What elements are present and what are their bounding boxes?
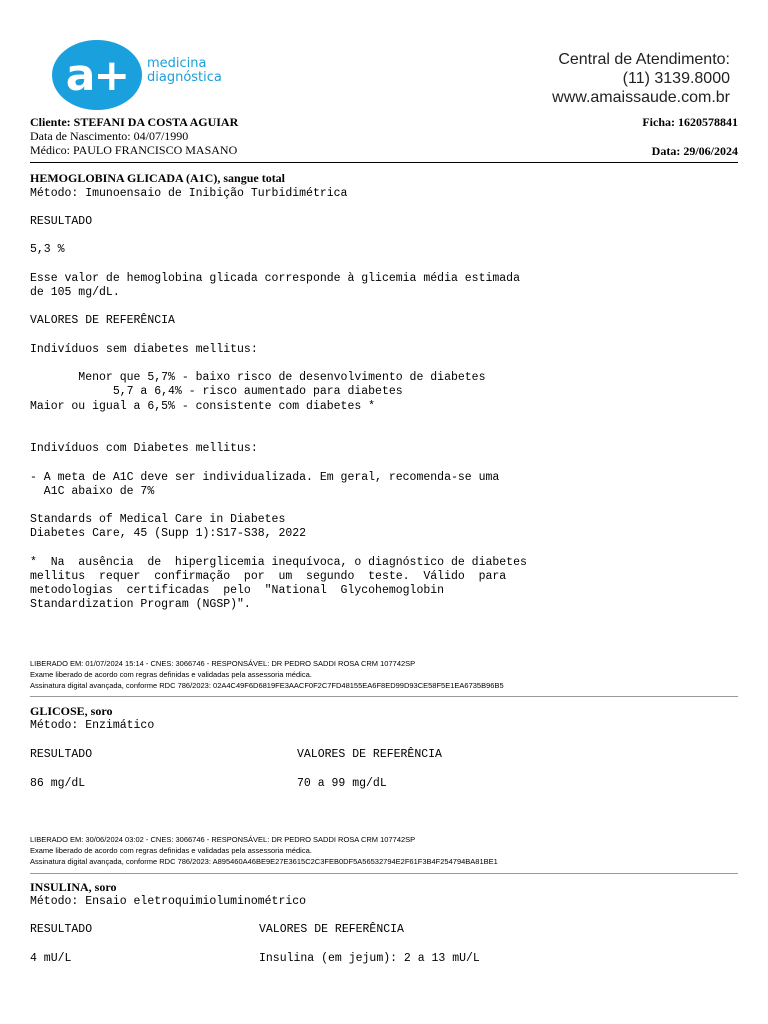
exam2-method: Método: Enzimático [30, 719, 155, 732]
brand-name-line2: diagnóstica [147, 70, 222, 85]
divider [30, 162, 738, 163]
doctor-label: Médico: [30, 143, 70, 157]
contact-phone: (11) 3139.8000 [622, 70, 730, 87]
exam2-validation-note: Exame liberado de acordo com regras definidas e validadas pela assessoria médica. [30, 846, 312, 855]
exam1-body: RESULTADO 5,3 % Esse valor de hemoglobina glicada corresponde à glicemia média estimada de 105 mg/dL. VALORES DE REFERÊNCIA Indivíduos sem diabetes mellitus: Menor que 5,7% - baixo risco de desenvolvimento de diabetes 5,7 a 6,4% - risco aumentado para diabetes Maior ou igual a 6,5% - consistente com diabetes * Indivíduos com Diabetes mellitus: - A meta de A1C deve ser individualizada. Em geral, recomenda-se uma A1C abaixo de 7% Standards of Medical Care in Diabetes Diabetes Care, 45 (Supp 1):S17-S38, 2022 * Na ausência de hiperglicemia inequívoca, o diagnóstico de diabetes mellitus requer confirmação por um segundo teste. Válido para metodologias certificadas pelo "National Glycohemoglobin Standardization Program (NGSP)". [30, 215, 527, 612]
exam2-result-label: RESULTADO [30, 748, 93, 761]
report-date: Data: 29/06/2024 [651, 144, 738, 158]
brand-name-line1: medicina [147, 56, 207, 71]
exam2-signature: Assinatura digital avançada, conforme RDC 786/2023: A895460A46BE9E27E3615C2C3FEB0DF5A56532794E2F61F3B4F254794BA81BE1 [30, 857, 498, 866]
exam3-result-label: RESULTADO [30, 923, 93, 936]
ficha-number: Ficha: 1620578841 [642, 115, 738, 129]
contact-title: Central de Atendimento: [558, 51, 730, 68]
contact-website[interactable]: www.amaissaude.com.br [552, 89, 730, 106]
doctor-line [30, 143, 237, 157]
exam1-release-info: LIBERADO EM: 01/07/2024 15:14 - CNES: 3066746 - RESPONSÁVEL: DR PEDRO SADDI ROSA CRM 107742SP [30, 659, 416, 668]
exam2-ref-label: VALORES DE REFERÊNCIA [297, 748, 442, 761]
contact-block [552, 50, 730, 107]
exam2-title: GLICOSE, soro [30, 704, 113, 718]
exam2-release-info: LIBERADO EM: 30/06/2024 03:02 - CNES: 3066746 - RESPONSÁVEL: DR PEDRO SADDI ROSA CRM 107742SP [30, 835, 416, 844]
exam1-signature: Assinatura digital avançada, conforme RDC 786/2023: 02A4C49F6D6819FE3AACF0F2C7FD48155EA6F8ED99D93CE58F5E1EA6735B96B5 [30, 681, 504, 690]
client-label: Cliente: [30, 115, 71, 129]
birth-date: Data de Nascimento: 04/07/1990 [30, 129, 189, 143]
logo-icon: a+ [65, 49, 129, 101]
exam3-result-value: 4 mU/L [30, 952, 72, 965]
exam3-title: INSULINA, soro [30, 880, 117, 894]
exam1-method: Método: Imunoensaio de Inibição Turbidimétrica [30, 187, 348, 200]
exam2-result-value: 86 mg/dL [30, 777, 86, 790]
divider [30, 873, 738, 874]
exam1-validation-note: Exame liberado de acordo com regras definidas e validadas pela assessoria médica. [30, 670, 312, 679]
exam2-ref-value: 70 a 99 mg/dL [297, 777, 387, 790]
brand-name [147, 57, 222, 85]
exam3-ref-value: Insulina (em jejum): 2 a 13 mU/L [259, 952, 480, 965]
exam3-method: Método: Ensaio eletroquimioluminométrico [30, 895, 307, 908]
client-name: STEFANI DA COSTA AGUIAR [73, 115, 239, 129]
exam1-title: HEMOGLOBINA GLICADA (A1C), sangue total [30, 171, 286, 185]
divider [30, 696, 738, 697]
exam3-ref-label: VALORES DE REFERÊNCIA [259, 923, 404, 936]
client-line [30, 115, 238, 129]
doctor-name: PAULO FRANCISCO MASANO [73, 143, 238, 157]
